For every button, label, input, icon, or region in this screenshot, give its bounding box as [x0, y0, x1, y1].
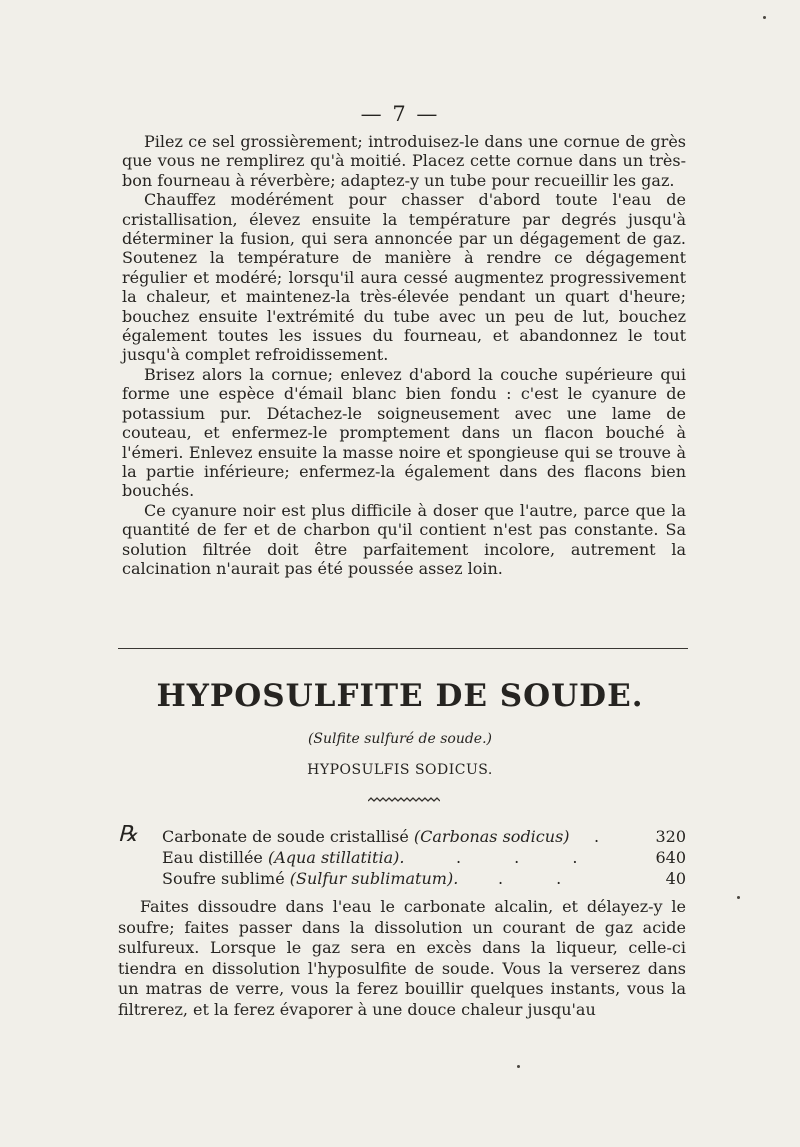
- ingredient: [162, 868, 458, 889]
- page-number: — 7 —: [360, 102, 440, 126]
- ingredient-quantity: 320: [655, 827, 686, 846]
- paragraph: Pilez ce sel grossièrement; introduisez-le dans une cornue de grès que vous ne remplirez qu'à moitié. Placez cette cornue dans un très-bon fourneau à réverbère; adaptez-y un tube pour recueillir les gaz.: [122, 132, 686, 190]
- ingredient-latin: (Sulfur sublimatum).: [289, 869, 459, 888]
- ingredient-name: Eau distillée: [162, 848, 263, 867]
- section-divider: [118, 648, 688, 649]
- paper-speck: [517, 1065, 520, 1068]
- ingredient: [162, 826, 570, 847]
- section-2-text: [118, 897, 686, 1021]
- ingredient-latin: (Carbonas sodicus): [413, 827, 570, 846]
- paragraph: Brisez alors la cornue; enlevez d'abord la couche supérieure qui forme une espèce d'émail blanc bien fondu : c'est le cyanure de potassium pur. Détachez-le soigneusement avec une lame de couteau, et enfermez-le promptement dans un flacon bouché à l'émeri. Enlevez ensuite la masse noire et spongieuse qui se trouve à la partie inférieure; enfermez-la également dans des flacons bien bouchés.: [122, 364, 686, 501]
- paper-speck: [763, 16, 766, 19]
- section-title: HYPOSULFITE DE SOUDE.: [156, 678, 644, 714]
- ingredient-quantity: 640: [655, 848, 686, 867]
- recipe-row: [118, 868, 686, 889]
- ingredient-quantity: 40: [665, 869, 686, 888]
- latin-name: HYPOSULFIS SODICUS.: [307, 762, 493, 778]
- leader-dots: . .: [498, 869, 586, 888]
- recipe-symbol: ℞: [118, 822, 138, 847]
- section-1-text: [122, 132, 686, 578]
- paragraph: Ce cyanure noir est plus difficile à doser que l'autre, parce que la quantité de fer et de charbon qu'il contient n'est pas constante. Sa solution filtrée doit être parfaitement incolore, autrement la calcination n'aurait pas été poussée assez loin.: [122, 500, 686, 578]
- recipe-list: [118, 822, 686, 889]
- ingredient: [162, 847, 404, 868]
- section-subtitle: (Sulfite sulfuré de soude.): [307, 731, 493, 747]
- paper-speck: [737, 896, 740, 899]
- ornament-divider: [368, 796, 440, 806]
- ingredient-name: Carbonate de soude cristallisé: [162, 827, 409, 846]
- paragraph: Faites dissoudre dans l'eau le carbonate alcalin, et délayez-y le soufre; faites passer dans la dissolution un courant de gaz acide sulfureux. Lorsque le gaz sera en excès dans la liqueur, celle-ci tiendra en dissolution l'hyposulfite de soude. Vous la verserez dans un matras de verre, vous la ferez bouillir quelques instants, vous la filtrerez, et la ferez évaporer à une douce chaleur jusqu'au: [118, 897, 686, 1019]
- leader-dots: .: [594, 827, 624, 846]
- leader-dots: . . .: [456, 848, 602, 867]
- recipe-row: [118, 847, 686, 868]
- paragraph: Chauffez modérément pour chasser d'abord toute l'eau de cristallisation, élevez ensuite la température par degrés jusqu'à déterminer la fusion, qui sera annoncée par un dégagement de gaz. Soutenez la température de manière à rendre ce dégagement régulier et modéré; lorsqu'il aura cessé augmentez progressivement la chaleur, et maintenez-la très-élevée pendant un quart d'heure; bouchez ensuite l'extrémité du tube avec un peu de lut, bouchez également toutes les issues du fourneau, et abandonnez le tout jusqu'à complet refroidissement.: [122, 190, 686, 365]
- ingredient-name: Soufre sublimé: [162, 869, 285, 888]
- recipe-row: [118, 822, 686, 847]
- ingredient-latin: (Aqua stillatitia).: [268, 848, 405, 867]
